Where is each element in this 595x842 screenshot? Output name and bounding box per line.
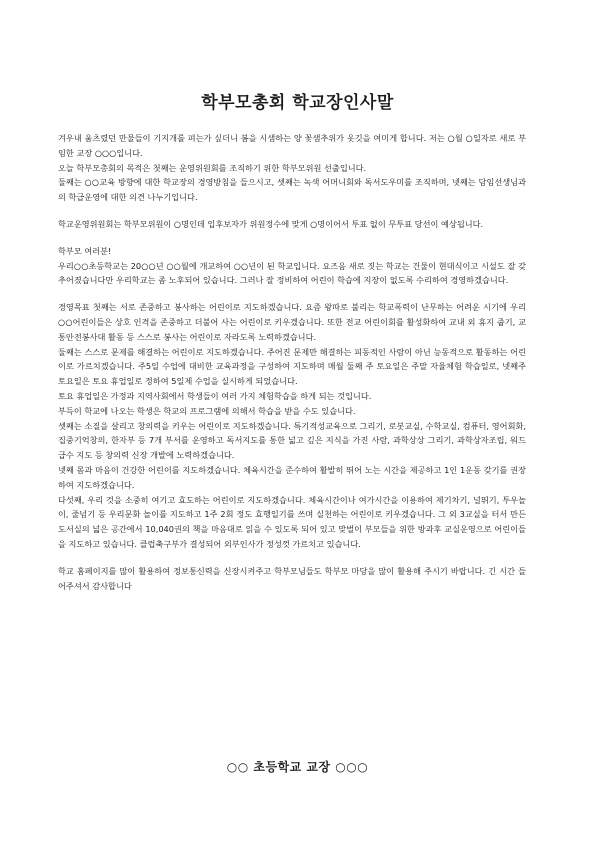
- paragraph-spacer: [58, 205, 526, 217]
- paragraph-spacer: [58, 232, 526, 244]
- paragraph: 토요 휴업일은 가정과 지역사회에서 학생들이 여러 가지 체험학습을 하게 되는 것입니다.: [58, 390, 372, 401]
- paragraph: 학교운영위원회는 학부모위원이 ○명인데 입후보자가 위원정수에 맞게 ○명이어서 투표 없이 무투표 당선이 예상됩니다.: [58, 218, 484, 229]
- paragraph: 오늘 학부모총회의 목적은 첫째는 운영위원회를 조직하기 위한 학부모위원 선출입니다.: [58, 162, 367, 173]
- document-title: 학부모총회 학교장인사말: [201, 93, 394, 113]
- document-body: [58, 131, 526, 593]
- signature-line: ○○ 초등학교 교장 ○○○: [226, 760, 369, 774]
- paragraph: 겨우내 움츠렸던 만물들이 기지개를 펴는가 싶더니 봄을 시샘하는 양 꽃샘추위가 옷깃을 여미게 합니다. 저는 ○월 ○일자로 새로 부임한 교장 ○○○입니다.: [58, 133, 526, 158]
- paragraph-spacer: [58, 552, 526, 564]
- paragraph-spacer: [58, 288, 526, 300]
- paragraph: 둘째는 스스로 문제를 해결하는 어린이로 지도하겠습니다. 주어진 문제만 해결하는 피동적인 사람이 아닌 능동적으로 활동하는 어린이로 가르치겠습니다. 주5일 수업에 대비한 교육과정을 구성하여 지도하며 매월 둘째 주 토요일은 주말 자율체험 학습일로, 넷째주 토요일은 토요 휴업일로 정하여 5일제 수업을 실시하게 되었습니다.: [58, 346, 526, 387]
- paragraph: 넷째 몸과 마음이 건강한 어린이를 지도하겠습니다. 체육시간을 준수하여 활발히 뛰어 노는 시간을 제공하고 1인 1운동 갖기를 권장하여 지도하겠습니다.: [58, 464, 526, 490]
- paragraph: 경영목표 첫째는 서로 존중하고 봉사하는 어린이로 지도하겠습니다. 요즘 왕따로 불리는 학교폭력이 난무하는 어려운 시기에 우리 ○○어린이들은 상호 인격을 존중하고 더불어 사는 어린이로 키우겠습니다. 또한 전교 어린이회를 활성화하여 교내 외 휴지 줍기, 교통안전봉사대 활동 등 스스로 봉사는 어린이로 자라도록 노력하겠습니다.: [58, 302, 526, 342]
- paragraph: 둘째는 ○○교육 방향에 대한 학교장의 경영방침을 들으시고, 셋째는 녹색 어머니회와 독서도우미를 조직하며, 넷째는 담임선생님과의 학급운영에 대한 의견 나누기입니다.: [58, 177, 526, 203]
- paragraph: 부득이 학교에 나오는 학생은 학교의 프로그램에 의해서 학습을 받을 수도 있습니다.: [58, 405, 356, 416]
- greeting-line: 학부모 여러분!: [58, 245, 112, 256]
- paragraph: 학교 홈페이지를 많이 활용하여 정보통신력을 신장시켜주고 학부모님들도 학부모 마당을 많이 활용해 주시기 바랍니다. 긴 시간 들어주셔서 감사합니다: [58, 565, 526, 591]
- paragraph: 다섯째, 우리 것을 소중히 여기고 효도하는 어린이로 지도하겠습니다. 체육시간이나 여가시간을 이용하여 제기차기, 널뛰기, 투우놀이, 줄넘기 등 우리문화 놀이를 지도하고 1주 2회 정도 효행일기를 쓰며 실천하는 어린이로 키우겠습니다. 그 외 3교실을 터서 만든 도서실의 넓은 공간에서 10,040권의 책을 마음대로 읽을 수 있도록 되어 있고 맞벌이 부모들을 위한 방과후 교실운영으로 어린이들을 지도하고 있습니다. 클럽축구부가 결성되어 외부인사가 정성껏 가르치고 있습니다.: [58, 494, 526, 549]
- paragraph: 셋째는 소질을 살리고 창의력을 키우는 어린이로 지도하겠습니다. 특기적성교육으로 그리기, 로봇교실, 수학교실, 컴퓨터, 영어회화, 집중기억창의, 한자부 등 7개 부서를 운영하고 독서지도를 통한 넓고 깊은 지식을 가진 사람, 과학상상 그리기, 과학상자조립, 워드급수 지도 등 창의력 신장 개발에 노력하겠습니다.: [58, 420, 526, 461]
- paragraph: 우리○○초등학교는 20○○년 ○○월에 개교하여 ○○년이 된 학교입니다. 요즈음 새로 짓는 학교는 건물이 현대식이고 시설도 잘 갖추어졌습니다만 우리학교는 좀 노후되어 있습니다. 그러나 잘 정비하여 어린이 학습에 지장이 없도록 수리하여 경영하겠습니다.: [58, 260, 526, 286]
